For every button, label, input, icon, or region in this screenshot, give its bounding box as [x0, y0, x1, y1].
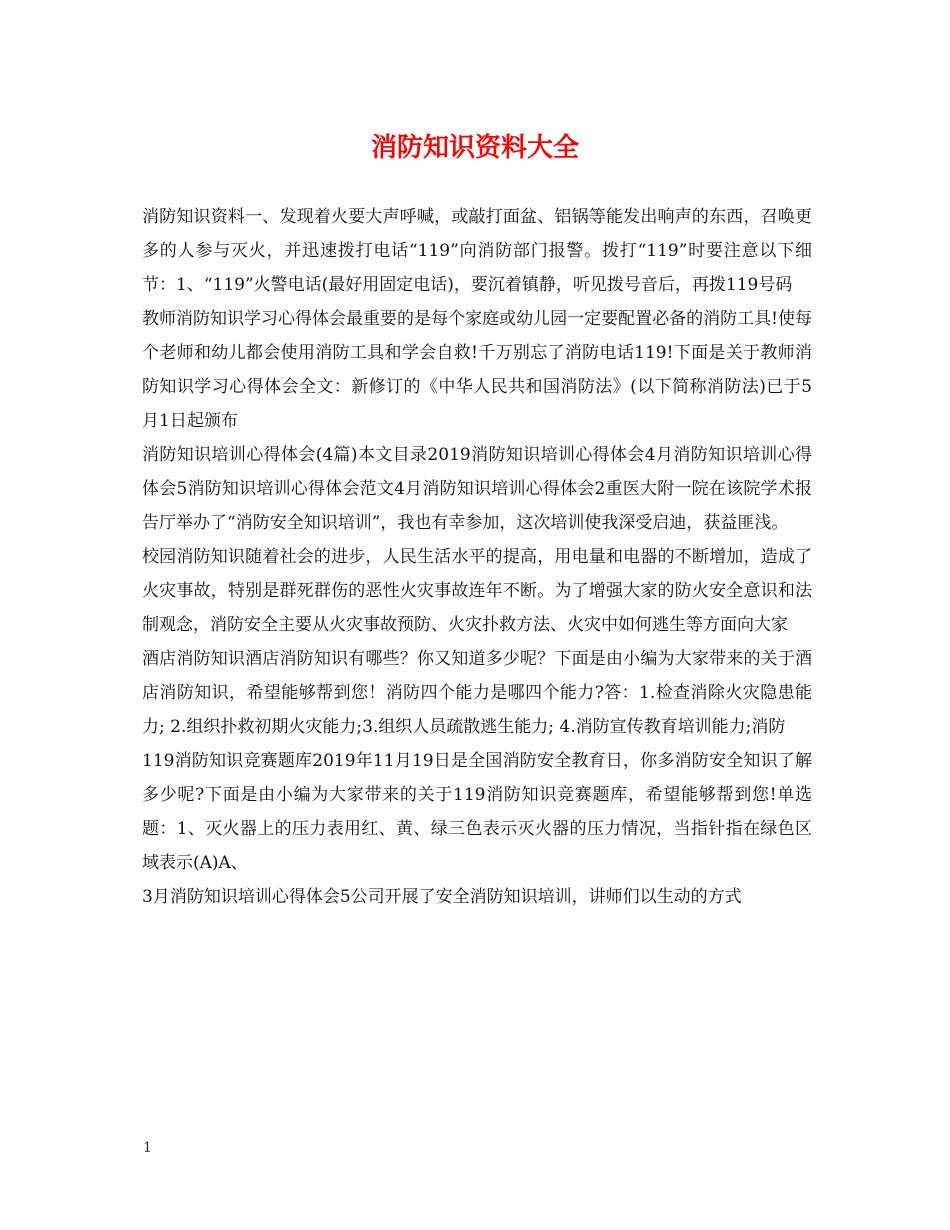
paragraph-quiz-bank: 119消防知识竞赛题库2019年11月19日是全国消防安全教育日，你多消防安全知识了解多少呢?下面是由小编为大家带来的关于119消防知识竞赛题库，希望能够帮到您!单选题：1、灭火器上的压力表用红、黄、绿三色表示灭火器的压力情况，当指针指在绿色区域表示(A)A、	[142, 751, 812, 873]
paragraph-fire-alarm: 消防知识资料一、发现着火要大声呼喊，或敲打面盆、铝锅等能发出响声的东西，召唤更多的人参与灭火，并迅速拨打电话“119”向消防部门报警。拨打“119”时要注意以下细节：1、“119”火警电话(最好用固定电话)，要沉着镇静，听见拨号音后，再拨119号码	[142, 207, 812, 295]
paragraph-hotel-safety: 酒店消防知识酒店消防知识有哪些？你又知道多少呢？下面是由小编为大家带来的关于酒店消防知识，希望能够帮到您！消防四个能力是哪四个能力?答：1.检查消除火灾隐患能力; 2.组织扑救初期火灾能力;3.组织人员疏散逃生能力; 4.消防宣传教育培训能力;消防	[142, 649, 812, 737]
document-body	[142, 200, 812, 914]
paragraph-training-experience: 消防知识培训心得体会(4篇)本文目录2019消防知识培训心得体会4月消防知识培训心得体会5消防知识培训心得体会范文4月消防知识培训心得体会2重医大附一院在该院学术报告厅举办了“消防安全知识培训”，我也有幸参加，这次培训使我深受启迪，获益匪浅。	[142, 445, 812, 533]
paragraph-teacher-experience: 教师消防知识学习心得体会最重要的是每个家庭或幼儿园一定要配置必备的消防工具!使每个老师和幼儿都会使用消防工具和学会自救!千万别忘了消防电话119!下面是关于教师消防知识学习心得体会全文：新修订的《中华人民共和国消防法》(以下简称消防法)已于5月1日起颁布	[142, 309, 812, 431]
paragraph-campus-safety: 校园消防知识随着社会的进步，人民生活水平的提高，用电量和电器的不断增加，造成了火灾事故，特别是群死群伤的恶性火灾事故连年不断。为了增强大家的防火安全意识和法制观念，消防安全主要从火灾事故预防、火灾扑救方法、火灾中如何逃生等方面向大家	[142, 547, 812, 635]
document-title: 消防知识资料大全	[370, 133, 579, 163]
paragraph-march-training: 3月消防知识培训心得体会5公司开展了安全消防知识培训，讲师们以生动的方式	[142, 887, 742, 907]
page-number: 1	[143, 1140, 152, 1156]
